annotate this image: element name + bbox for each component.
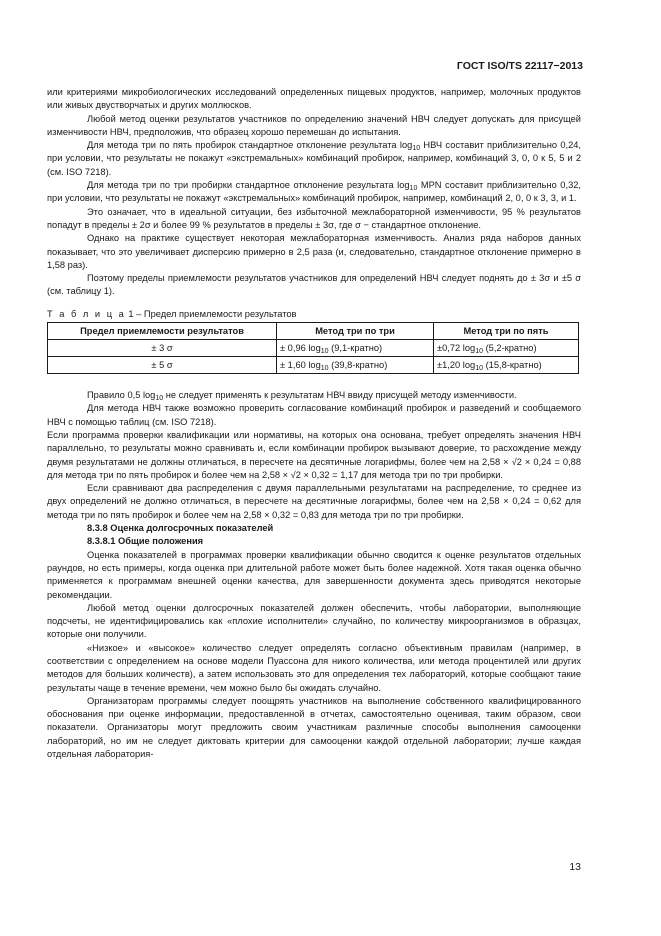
paragraph: Для метода три по три пробирки стандартное отклонение результата $\log_{10}$ MPN составит приблизительно 0,32, при условии, что результаты не покажут «экстремальных» комбинаций пробирок, например, комбинаций 2, 0, 0 к 3, 3, и 1. xyxy=(47,180,581,204)
subsection-heading: 8.3.8.1 Общие положения xyxy=(87,536,204,547)
table-cell: ±1,20 $\log_{10}$ (15,8-кратно) xyxy=(434,357,579,374)
table-header-cell: Предел приемлемости результатов xyxy=(48,323,277,340)
standard-header: ГОСТ ISO/TS 22117−2013 xyxy=(456,60,583,72)
paragraph: «Низкое» и «высокое» количество следует определять согласно объективным правилам (например, в соответствии с определением на основе модели Пуассона для никого количества, или метода процентилей или других методов для больших количеств), а затем использовать это для определения тех лабораторий, которые сообщают такие результаты чаще в течение времени, чем можно было бы ожидать случайно. xyxy=(47,642,581,693)
table-cell: ± 0,96 $\log_{10}$ (9,1-кратно) xyxy=(277,340,434,357)
paragraph: Однако на практике существует некоторая межлабораторная изменчивость. Анализ ряда наборов данных показывает, что это увеличивает дисперсию примерно в 2,5 раза (и, следовательно, стандартное отклонение примерно в 1,58 раз). xyxy=(47,233,581,270)
paragraph: Это означает, что в идеальной ситуации, без избыточной межлабораторной изменчивости, 95 % результатов попадут в пределы ± 2σ и более 99 % результатов в пределы ± 3σ, где σ − стандартное отклонение. xyxy=(47,206,581,230)
paragraph: Для метода НВЧ также возможно проверить согласование комбинаций пробирок и разведений и сообщаемого НВЧ с помощью таблиц (см. ISO 7218). xyxy=(47,403,581,427)
paragraph: Организаторам программы следует поощрять участников на выполнение собственного квалифицированного обоснования при оценке информации, предоставленной в отчетах, самостоятельно оценивая, таким образом, свои показатели. Организаторы могут предложить своим участникам различные способы выполнения самооценки лабораторий, но им не следует диктовать критерии для самооценки каждой отдельной лаборатории; лучше каждая отдельная лаборатория- xyxy=(47,695,581,760)
acceptance-limits-table xyxy=(47,322,579,374)
table-row xyxy=(48,340,579,357)
table-cell: ± 1,60 $\log_{10}$ (39,8-кратно) xyxy=(277,357,434,374)
table-caption: Т а б л и ц а 1 – Предел приемлемости результатов xyxy=(47,308,297,319)
table-cell: ±0,72 $\log_{10}$ (5,2-кратно) xyxy=(434,340,579,357)
table-header-row xyxy=(48,323,579,340)
paragraph: Для метода три по пять пробирок стандартное отклонение результата $\log_{10}$ НВЧ составит приблизительно 0,24, при условии, что результаты не покажут «экстремальных» комбинаций пробирок, например, комбинаций 3, 0, 0 к 5, 5 и 2 (см. ISO 7218). xyxy=(47,140,581,177)
paragraph: Если сравнивают два распределения с двумя параллельными результатами на распределение, то среднее из двух определений не должно отличаться, в пересчете на десятичные логарифмы, более чем на 2,58 × 0,24 = 0,62 для метода три по пять пробирок и более чем на 2,58 × 0,32 = 0,83 для метода три по три пробирки. xyxy=(47,483,581,520)
page-number: 13 xyxy=(569,861,581,873)
paragraph: Правило 0,5 $\log_{10}$ не следует применять к результатам НВЧ ввиду присущей методу изменчивости. xyxy=(87,390,517,403)
paragraph: Любой метод оценки результатов участников по определению значений НВЧ следует допускать для присущей изменчивости НВЧ, предположив, что образец хорошо перемешан до испытания. xyxy=(47,113,581,137)
table-header-cell: Метод три по три xyxy=(277,323,434,340)
paragraph: Если программа проверки квалификации или нормативы, на которых она основана, требует определять значения НВЧ параллельно, то результаты можно сравнивать и, если комбинации пробирок вызывают доверие, то расхождение между двумя результатами не должны отличаться, в пересчете на десятичные логарифмы, более чем на 2,58 × √2 × 0,24 = 0,88 для метода три по пять пробирок и более чем на 2,58 × √2 × 0,32 = 1,17 для метода три по три пробирки. xyxy=(47,429,581,480)
table-row xyxy=(48,357,579,374)
paragraph: Любой метод оценки долгосрочных показателей должен обеспечить, чтобы лаборатории, выполняющие подсчеты, не идентифицировались как «плохие исполнители» случайно, по количеству микроорганизмов в образцах, которые они получили. xyxy=(47,602,581,640)
paragraph: Поэтому пределы приемлемости результатов участников для определений НВЧ следует поднять до ± 3σ и ±5 σ (см. таблицу 1). xyxy=(47,273,581,297)
paragraph: или критериями микробиологических исследований определенных пищевых продуктов, например, молочных продуктов или живых двустворчатых и других моллюсков. xyxy=(47,87,581,111)
table-header-cell: Метод три по пять xyxy=(434,323,579,340)
table-cell: ± 5 σ xyxy=(48,357,277,374)
section-heading: 8.3.8 Оценка долгосрочных показателей xyxy=(87,523,274,534)
paragraph: Оценка показателей в программах проверки квалификации обычно сводится к оценке результатов отдельных раундов, но есть примеры, когда оценка при длительной работе может быть более надежной. Хотя такая оценка обычно применяется к программам внешней оценки качества, для завершенности документа здесь приводятся некоторые рекомендации. xyxy=(47,549,581,600)
table-cell: ± 3 σ xyxy=(48,340,277,357)
page-body xyxy=(47,86,581,761)
